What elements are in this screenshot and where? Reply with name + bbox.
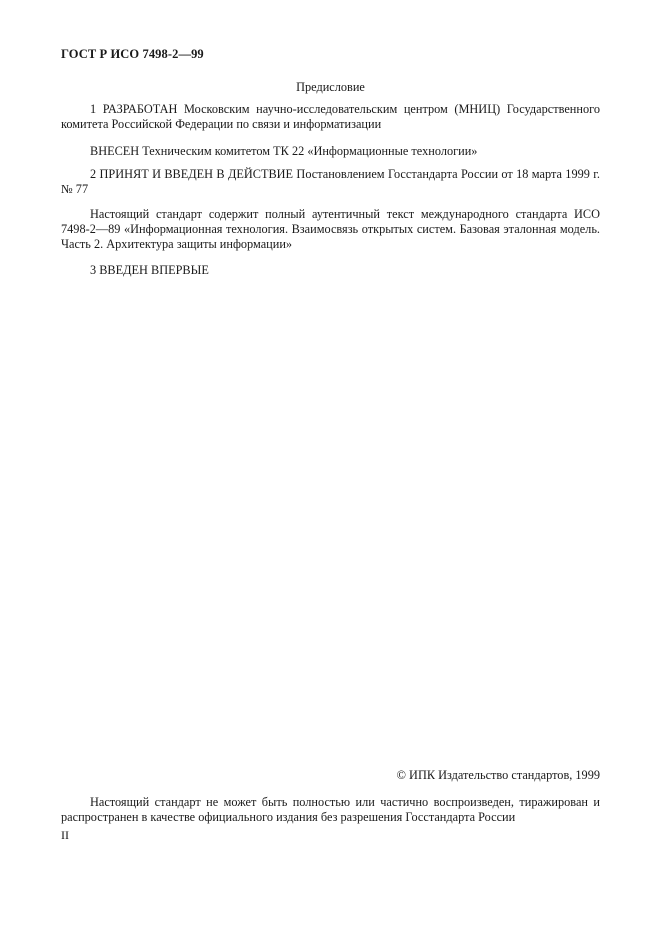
paragraph-developed-by bbox=[61, 102, 600, 132]
page-title: Предисловие bbox=[296, 80, 365, 94]
page-number: II bbox=[61, 828, 69, 842]
document-code-header: ГОСТ Р ИСО 7498-2—99 bbox=[61, 47, 204, 61]
reproduction-notice-text: Настоящий стандарт не может быть полностью или частично воспроизведен, тиражирован и распространен в качестве официального издания без разрешения Госстандарта России bbox=[61, 795, 600, 824]
paragraph-standard-content bbox=[61, 207, 600, 252]
reproduction-notice bbox=[61, 795, 600, 825]
paragraph-text: 3 ВВЕДЕН ВПЕРВЫЕ bbox=[90, 263, 209, 277]
paragraph-adopted bbox=[61, 167, 600, 197]
paragraph-text: 1 РАЗРАБОТАН Московским научно-исследовательским центром (МНИЦ) Государственного комитета Российской Федерации по связи и информатизации bbox=[61, 102, 600, 131]
paragraph-text: 2 ПРИНЯТ И ВВЕДЕН В ДЕЙСТВИЕ Постановлением Госстандарта России от 18 марта 1999 г. № 77 bbox=[61, 167, 600, 196]
paragraph-introduced-first bbox=[61, 263, 600, 278]
paragraph-text: Настоящий стандарт содержит полный аутентичный текст международного стандарта ИСО 7498-2—89 «Информационная технология. Взаимосвязь открытых систем. Базовая эталонная модель. Часть 2. Архитектура защиты информации» bbox=[61, 207, 600, 251]
paragraph-submitted-by bbox=[61, 144, 600, 159]
paragraph-text: ВНЕСЕН Техническим комитетом ТК 22 «Информационные технологии» bbox=[90, 144, 478, 158]
copyright-notice: © ИПК Издательство стандартов, 1999 bbox=[396, 768, 600, 782]
